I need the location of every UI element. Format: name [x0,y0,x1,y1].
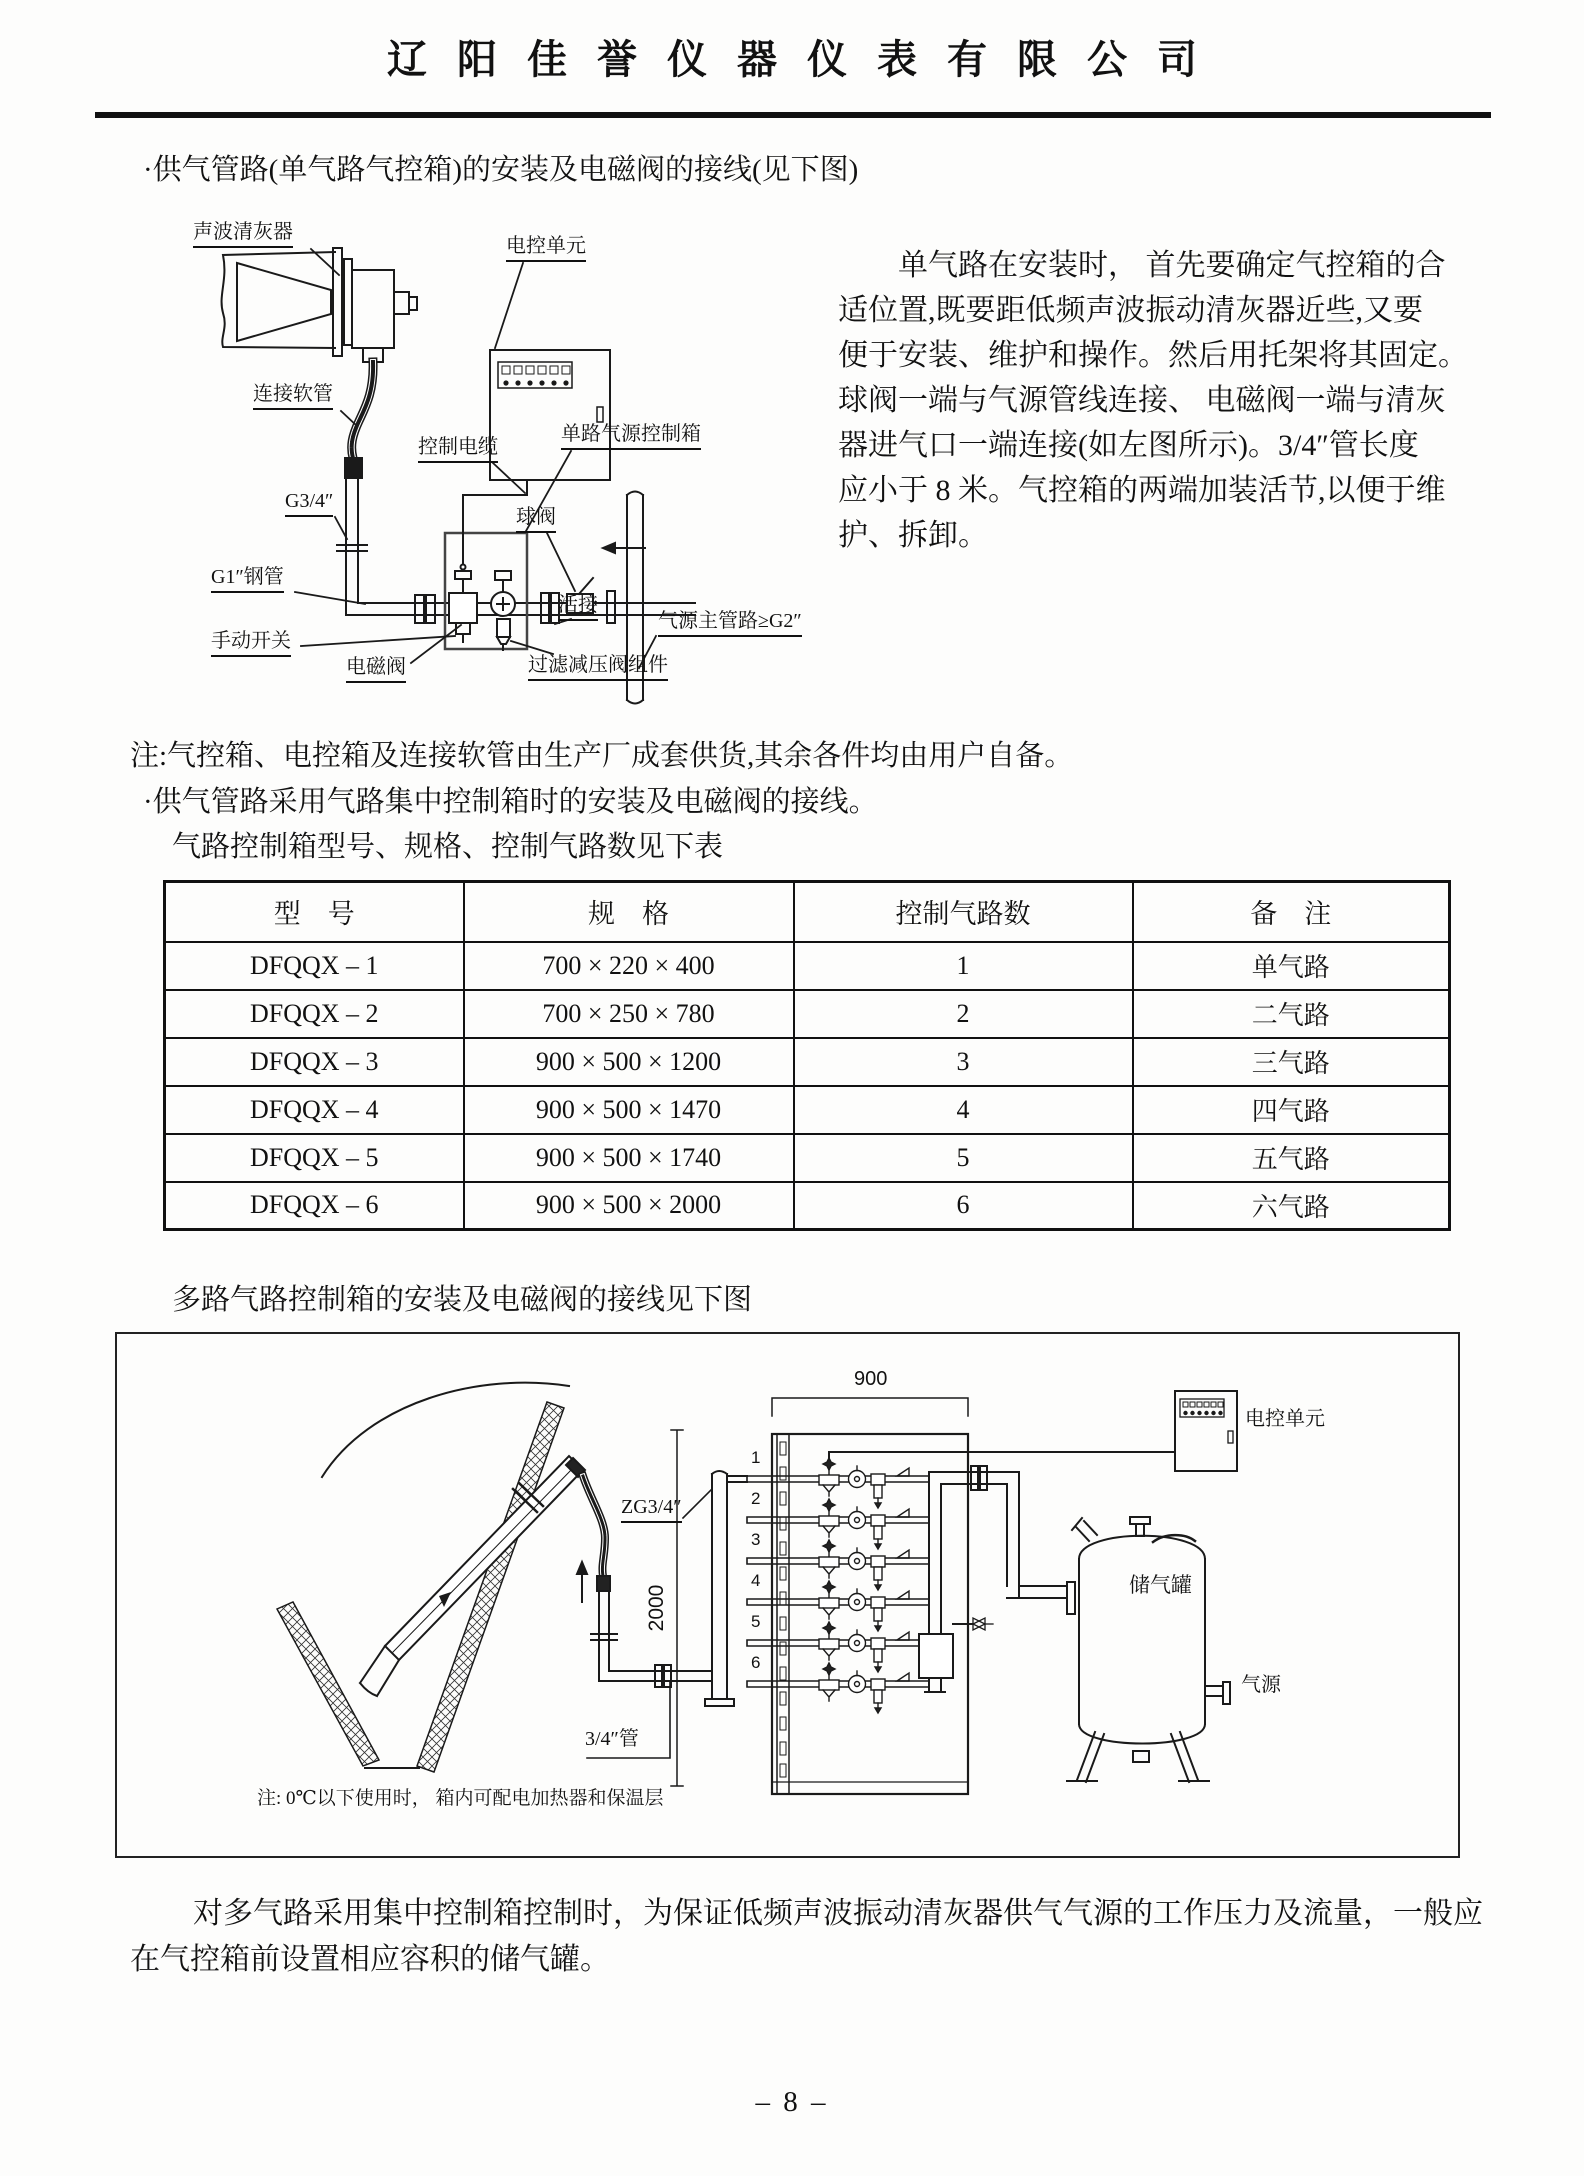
cell-count: 5 [794,1134,1133,1182]
table-row [165,990,1450,1038]
header-count: 控制气路数 [794,882,1133,942]
cell-count: 1 [794,942,1133,990]
label-tank: 储气罐 [1129,1573,1192,1597]
row-number-4: 4 [751,1571,761,1590]
cell-remark: 五气路 [1133,1134,1450,1182]
label-g1-pipe: G1″钢管 [211,566,284,593]
dimension-900-text: 900 [854,1368,888,1390]
label-ecu-2: 电控单元 [1245,1408,1325,1430]
label-ecu: 电控单元 [506,235,586,262]
electric-control-unit [490,350,610,480]
multi-circuit-installation-diagram [115,1332,1460,1858]
paragraph-line: 应小于 8 米。气控箱的两端加装活节,以便于维 [838,474,1446,507]
pipe-union [541,593,559,623]
row-number-1: 1 [751,1448,761,1467]
cell-spec: 700 × 250 × 780 [464,990,794,1038]
cell-count: 2 [794,990,1133,1038]
cell-model: DFQQX – 3 [165,1038,464,1086]
row-number-2: 2 [751,1489,761,1508]
company-title: 辽阳佳誉仪器仪表有限公司 [387,37,1227,82]
cell-count: 4 [794,1086,1133,1134]
supply-pipe [337,478,695,623]
multi-circuit-caption: 多路气路控制箱的安装及电磁阀的接线见下图 [172,1284,753,1316]
header-remark: 备 注 [1133,882,1450,942]
label-zg34: ZG3/4″ [621,1496,682,1523]
cell-model: DFQQX – 2 [165,990,464,1038]
table-row [165,1134,1450,1182]
label-source-main: 气源主管路≥G2″ [658,610,802,637]
table-row [165,1086,1450,1134]
label-pipe34: 3/4″管 [585,1728,639,1750]
label-g34: G3/4″ [285,490,333,517]
cell-remark: 单气路 [1133,942,1450,990]
control-box-spec-table [163,880,1451,1231]
cell-model: DFQQX – 4 [165,1086,464,1134]
supply-note: 注:气控箱、电控箱及连接软管由生产厂成套供货,其余各件均由用户自备。 [130,740,1074,772]
dimension-2000-line [671,1430,683,1786]
label-cable: 控制电缆 [418,436,498,463]
dimension-2000-text: 2000 [645,1584,668,1632]
cell-model: DFQQX – 6 [165,1182,464,1230]
header-model: 型 号 [165,882,464,942]
paragraph-line: 球阀一端与气源管线连接、 电磁阀一端与清灰 [838,384,1446,417]
label-ball-valve: 球阀 [516,506,556,533]
label-control-box: 单路气源控制箱 [561,423,701,450]
cell-spec: 900 × 500 × 2000 [464,1182,794,1230]
table-row [165,942,1450,990]
label-sonic-cleaner: 声波清灰器 [193,221,293,248]
manifold-riser [919,1466,1075,1692]
table-row [165,1182,1450,1230]
section2-bullet: ·供气管路采用气路集中控制箱时的安装及电磁阀的接线。 [143,786,878,818]
flexible-hose [345,362,373,478]
cell-model: DFQQX – 1 [165,942,464,990]
hopper-wall [277,1383,569,1772]
closing-line-1: 对多气路采用集中控制箱控制时，为保证低频声波振动清灰器供气气源的工作压力及流量，一般应 [193,1897,1483,1930]
row-valve-assemblies [819,1458,909,1713]
cell-remark: 二气路 [1133,990,1450,1038]
cell-count: 6 [794,1182,1133,1230]
paragraph-line: 护、拆卸。 [838,519,988,552]
duct-wall [222,252,335,348]
control-cabinet [772,1398,968,1794]
label-solenoid: 电磁阀 [346,656,406,683]
valve-rows [747,1476,929,1687]
label-hose: 连接软管 [253,383,333,410]
single-circuit-installation-diagram [115,195,847,710]
air-tank [1067,1517,1230,1782]
paragraph-line: 便于安装、维护和操作。然后用托架将其固定。 [838,339,1468,372]
row-number-5: 5 [751,1612,761,1631]
filter-regulator [491,571,515,650]
row-number-3: 3 [751,1530,761,1549]
table-row [165,1038,1450,1086]
header-rule [95,112,1491,118]
sonic-cleaner-body [333,248,417,362]
riser-standpipe [705,1471,747,1706]
row-number-6: 6 [751,1653,761,1672]
header-spec: 规 格 [464,882,794,942]
label-union: 活接 [558,594,598,621]
section1-bullet: ·供气管路(单气路气控箱)的安装及电磁阀的接线(见下图) [143,154,859,186]
cell-spec: 900 × 500 × 1470 [464,1086,794,1134]
paragraph-line: 器进气口一端连接(如左图所示)。3/4″管长度 [838,429,1419,462]
flow-arrow [603,543,645,553]
table-header-row [165,882,1450,942]
paragraph-line: 适位置,既要距低频声波振动清灰器近些,又要 [838,294,1423,327]
diagram2-note: 注: 0℃以下使用时， 箱内可配电加热器和保温层 [257,1788,664,1809]
cell-spec: 900 × 500 × 1740 [464,1134,794,1182]
table-intro: 气路控制箱型号、规格、控制气路数见下表 [172,831,724,863]
label-air-source: 气源 [1241,1674,1281,1696]
cell-model: DFQQX – 5 [165,1134,464,1182]
intro-paragraph [838,243,1478,558]
electric-control-unit-2 [829,1391,1237,1471]
cell-remark: 四气路 [1133,1086,1450,1134]
page-number: – 8 – [755,2086,829,2118]
control-cable-2 [829,1452,1175,1458]
cell-count: 3 [794,1038,1133,1086]
cell-remark: 三气路 [1133,1038,1450,1086]
label-manual-switch: 手动开关 [211,630,291,657]
label-filter: 过滤减压阀组件 [528,654,668,681]
cell-spec: 700 × 220 × 400 [464,942,794,990]
paragraph-line: 单气路在安装时， 首先要确定气控箱的合 [898,249,1446,282]
cell-remark: 六气路 [1133,1182,1450,1230]
control-box-frame [445,533,527,649]
closing-line-2: 在气控箱前设置相应容积的储气罐。 [130,1943,610,1976]
cell-spec: 900 × 500 × 1200 [464,1038,794,1086]
